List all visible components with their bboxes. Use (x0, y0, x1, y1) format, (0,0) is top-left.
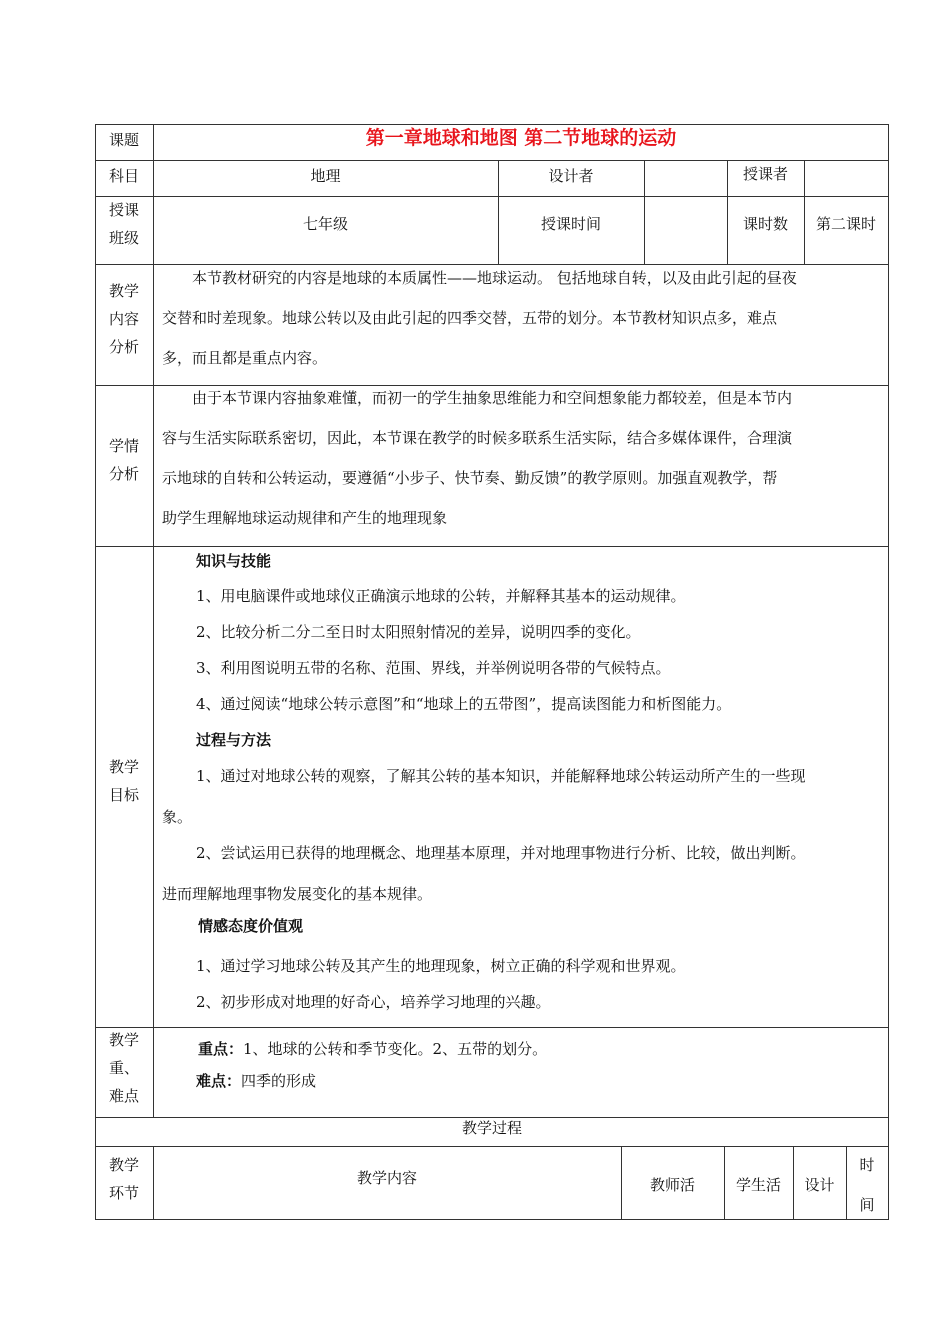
process-item: 1、通过对地球公转的观察，了解其公转的基本知识，并能解释地球公转运动所产生的一些现 (196, 767, 806, 785)
goals-label-line1: 教学 (108, 758, 139, 776)
stage-label-line1: 教学 (108, 1156, 139, 1174)
teacher-label: 授课者 (742, 165, 788, 183)
emotion-item: 1、通过学习地球公转及其产生的地理现象，树立正确的科学观和世界观。 (196, 957, 686, 975)
table-border-right (888, 124, 889, 1220)
table-rule (804, 160, 805, 265)
teaching-process-heading: 教学过程 (461, 1119, 522, 1137)
design-header: 设计 (804, 1176, 835, 1194)
learner-analysis-line: 示地球的自转和公转运动，要遵循“小步子、快节奏、勤反馈”的教学原则。加强直观教学，帮 (162, 469, 778, 487)
learner-analysis-text (162, 378, 792, 538)
key-points-label-line1: 教学 (108, 1031, 139, 1049)
class-hours-value: 第二课时 (815, 215, 876, 233)
knowledge-item: 1、用电脑课件或地球仪正确演示地球的公转，并解释其基本的运动规律。 (196, 587, 686, 605)
content-analysis-label-line1: 教学 (108, 282, 139, 300)
learner-analysis-label-line2: 分析 (108, 465, 139, 483)
key-point-row (198, 1039, 547, 1059)
difficult-point-row (196, 1071, 316, 1091)
knowledge-item: 2、比较分析二分二至日时太阳照射情况的差异，说明四季的变化。 (196, 623, 641, 641)
content-analysis-line: 交替和时差现象。地球公转以及由此引起的四季交替，五带的划分。本节教材知识点多，难点 (162, 309, 778, 327)
teacher-activity-header: 教师活 (649, 1176, 695, 1194)
class-label-line2: 班级 (108, 229, 139, 247)
table-rule (95, 160, 889, 161)
knowledge-heading: 知识与技能 (196, 552, 272, 570)
key-points-label-line3: 难点 (108, 1087, 139, 1105)
learner-analysis-label-line1: 学情 (108, 437, 139, 455)
key-point-label: 重点： (198, 1040, 244, 1058)
content-analysis-label-line2: 内容 (108, 310, 139, 328)
difficult-point-label: 难点： (196, 1072, 242, 1090)
time-header-line2: 间 (859, 1196, 875, 1214)
table-rule (153, 124, 154, 1118)
knowledge-item: 3、利用图说明五带的名称、范围、界线，并举例说明各带的气候特点。 (196, 659, 671, 677)
class-hours-label: 课时数 (742, 215, 788, 233)
process-item-continued: 象。 (162, 808, 193, 826)
learner-analysis-line: 助学生理解地球运动规律和产生的地理现象 (162, 509, 448, 527)
student-activity-header: 学生活 (735, 1176, 781, 1194)
process-item-continued: 进而理解地理事物发展变化的基本规律。 (162, 885, 433, 903)
table-rule (644, 160, 645, 265)
topic-label: 课题 (108, 131, 139, 149)
lesson-time-label: 授课时间 (540, 215, 601, 233)
teaching-content-header: 教学内容 (356, 1169, 417, 1187)
table-rule (95, 1146, 889, 1147)
time-header-line1: 时 (859, 1156, 875, 1174)
difficult-point-text: 四季的形成 (241, 1072, 317, 1090)
class-label-line1: 授课 (108, 201, 139, 219)
table-rule (95, 196, 889, 197)
emotion-item: 2、初步形成对地理的好奇心，培养学习地理的兴趣。 (196, 993, 551, 1011)
subject-value: 地理 (310, 167, 341, 185)
content-analysis-line: 多，而且都是重点内容。 (162, 349, 328, 367)
learner-analysis-line: 容与生活实际联系密切，因此，本节课在教学的时候多联系生活实际，结合多媒体课件，合理演 (162, 429, 793, 447)
table-border-bottom (95, 1219, 889, 1220)
class-value: 七年级 (302, 215, 348, 233)
key-point-text: 1、地球的公转和季节变化。2、五带的划分。 (243, 1040, 548, 1058)
table-border-top (95, 124, 889, 125)
process-item: 2、尝试运用已获得的地理概念、地理基本原理，并对地理事物进行分析、比较，做出判断。 (196, 844, 806, 862)
goals-label-line2: 目标 (108, 786, 139, 804)
lesson-title: 第一章地球和地图 第二节地球的运动 (365, 127, 677, 149)
designer-label: 设计者 (548, 167, 594, 185)
content-analysis-line: 本节教材研究的内容是地球的本质属性——地球运动。 包括地球自转，以及由此引起的昼夜 (162, 269, 797, 287)
subject-label: 科目 (108, 167, 139, 185)
emotion-heading: 情感态度价值观 (198, 917, 304, 935)
content-analysis-text (162, 258, 797, 378)
knowledge-item: 4、通过阅读“地球公转示意图”和“地球上的五带图”，提高读图能力和析图能力。 (196, 695, 732, 713)
learner-analysis-line: 由于本节课内容抽象难懂，而初一的学生抽象思维能力和空间想象能力都较差，但是本节内 (162, 389, 793, 407)
process-heading: 过程与方法 (196, 731, 272, 749)
key-points-label-line2: 重、 (108, 1059, 139, 1077)
content-analysis-label-line3: 分析 (108, 338, 139, 356)
table-rule (95, 1027, 889, 1028)
table-rule (95, 546, 889, 547)
stage-label-line2: 环节 (108, 1184, 139, 1202)
